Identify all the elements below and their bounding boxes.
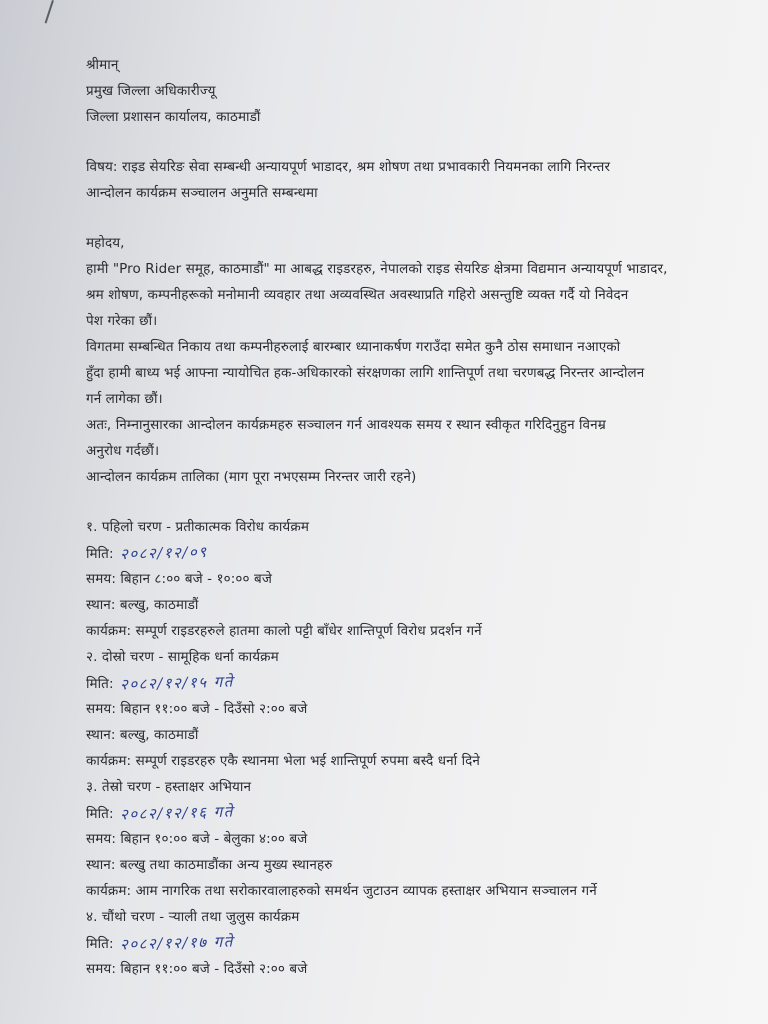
paragraph-1-line-1: हामी "Pro Rider समूह, काठमाडौं" मा आबद्ध राइडरहरु, नेपालको राइड सेयरिङ क्षेत्रमा विद्यमान अन्यायपूर्ण भाडादर, xyxy=(86,261,668,277)
phase-date xyxy=(86,800,726,826)
handwritten-date: २०८२/१२/०९ xyxy=(119,542,208,564)
phase-time: समय: बिहान ११:०० बजे - दिउँसो २:०० बजे xyxy=(86,701,308,717)
greeting: महोदय, xyxy=(86,235,125,251)
handwritten-date: २०८२/१२/१५ गते xyxy=(119,672,234,694)
phase-program: कार्यक्रम: सम्पूर्ण राइडरहरुले हातमा कालो पट्टी बाँधेर शान्तिपूर्ण विरोध प्रदर्शन गर्ने xyxy=(86,623,482,639)
recipient-office: जिल्ला प्रशासन कार्यालय, काठमाडौं xyxy=(86,109,261,125)
salutation-to: श्रीमान् xyxy=(86,57,119,73)
phase-date xyxy=(86,540,726,566)
phase-heading: २. दोस्रो चरण - सामूहिक धर्ना कार्यक्रम xyxy=(86,649,279,665)
pen-mark xyxy=(45,0,54,23)
phase-heading: १. पहिलो चरण - प्रतीकात्मक विरोध कार्यक्रम xyxy=(86,519,309,535)
subject-line-1: विषय: राइड सेयरिङ सेवा सम्बन्धी अन्यायपूर्ण भाडादर, श्रम शोषण तथा प्रभावकारी नियमनका लागि निरन्तर xyxy=(86,159,611,175)
paragraph-1-line-2: श्रम शोषण, कम्पनीहरूको मनोमानी व्यवहार तथा अव्यवस्थित अवस्थाप्रति गहिरो असन्तुष्टि व्यक्त गर्दै यो निवेदन xyxy=(86,287,629,303)
phase-heading: ४. चौंथो चरण - र्‍याली तथा जुलुस कार्यक्रम xyxy=(86,909,300,925)
handwritten-date: २०८२/१२/१६ गते xyxy=(119,802,234,824)
phase-date xyxy=(86,670,726,696)
phase-program: कार्यक्रम: आम नागरिक तथा सरोकारवालाहरुको समर्थन जुटाउन व्यापक हस्ताक्षर अभियान सञ्चालन गर्ने xyxy=(86,883,597,899)
phase-time: समय: बिहान १०:०० बजे - बेलुका ४:०० बजे xyxy=(86,831,308,847)
date-label: मिति: xyxy=(86,936,114,952)
phase-heading: ३. तेस्रो चरण - हस्ताक्षर अभियान xyxy=(86,779,252,795)
paragraph-2-line-1: विगतमा सम्बन्धित निकाय तथा कम्पनीहरुलाई बारम्बार ध्यानाकर्षण गराउँदा समेत कुनै ठोस समाधान नआएको xyxy=(86,339,621,355)
letter-body xyxy=(86,52,726,982)
subject-line-2: आन्दोलन कार्यक्रम सञ्चालन अनुमति सम्बन्धमा xyxy=(86,185,318,201)
schedule-title: आन्दोलन कार्यक्रम तालिका (माग पूरा नभएसम्म निरन्तर जारी रहने) xyxy=(86,469,417,485)
paragraph-1-line-3: पेश गरेका छौं। xyxy=(86,313,158,329)
recipient-title: प्रमुख जिल्ला अधिकारीज्यू xyxy=(86,83,216,99)
date-label: मिति: xyxy=(86,546,114,562)
phase-program: कार्यक्रम: सम्पूर्ण राइडरहरु एकै स्थानमा भेला भई शान्तिपूर्ण रुपमा बस्दै धर्ना दिने xyxy=(86,753,480,769)
date-label: मिति: xyxy=(86,676,114,692)
phase-time: समय: बिहान ११:०० बजे - दिउँसो २:०० बजे xyxy=(86,961,308,977)
paragraph-2-line-2: हुँदा हामी बाध्य भई आफ्ना न्यायोचित हक-अधिकारको संरक्षणका लागि शान्तिपूर्ण तथा चरणबद्ध निरन्तर आन्दोलन xyxy=(86,365,645,381)
phase-place: स्थान: बल्खु, काठमाडौं xyxy=(86,727,199,743)
handwritten-date: २०८२/१२/१७ गते xyxy=(119,932,234,954)
phase-place: स्थान: बल्खु, काठमाडौं xyxy=(86,597,199,613)
paragraph-2-line-3: गर्न लागेका छौं। xyxy=(86,391,163,407)
phase-date xyxy=(86,930,726,956)
paragraph-3-line-1: अतः, निम्नानुसारका आन्दोलन कार्यक्रमहरु सञ्चालन गर्न आवश्यक समय र स्थान स्वीकृत गरिदिनुहुन विनम्र xyxy=(86,417,606,433)
phase-place: स्थान: बल्खु तथा काठमाडौंका अन्य मुख्य स्थानहरु xyxy=(86,857,333,873)
date-label: मिति: xyxy=(86,806,114,822)
paragraph-3-line-2: अनुरोध गर्दछौं। xyxy=(86,443,160,459)
phase-time: समय: बिहान ८:०० बजे - १०:०० बजे xyxy=(86,571,272,587)
